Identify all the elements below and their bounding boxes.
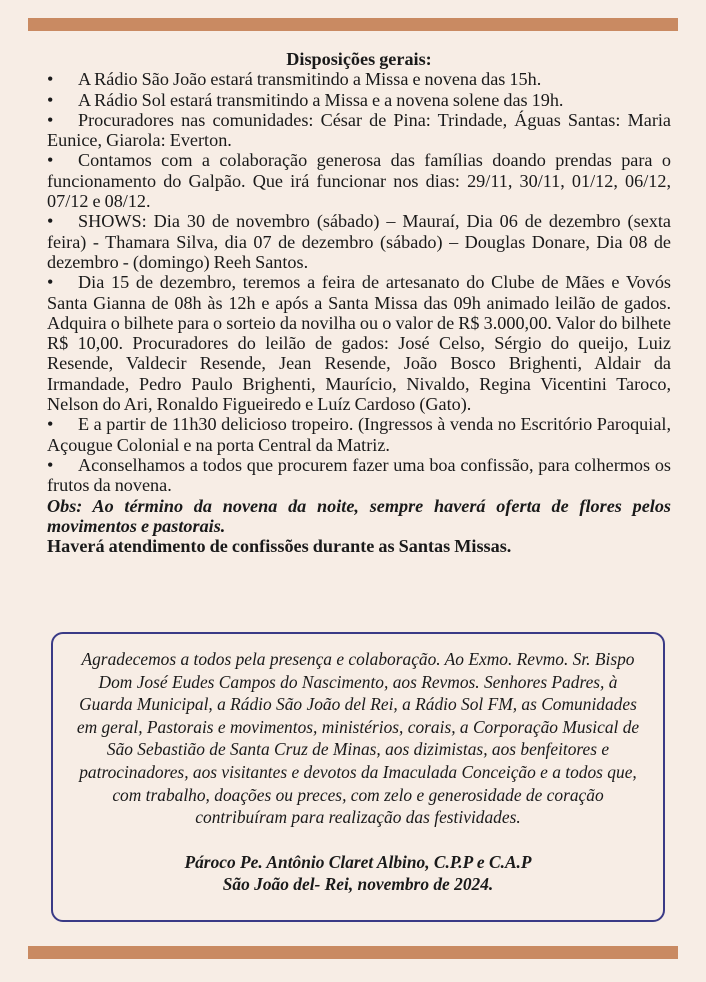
list-item-text: E a partir de 11h30 delicioso tropeiro. (Ingressos à venda no Escritório Paroquial, Açougue Colonial e na porta Central da Matriz. — [47, 414, 671, 455]
list-item — [47, 110, 671, 151]
bullet-icon: • — [47, 454, 54, 475]
top-decorative-bar — [28, 18, 678, 31]
bullet-icon: • — [47, 69, 54, 90]
list-item-text: Dia 15 de dezembro, teremos a feira de artesanato do Clube de Mães e Vovós Santa Gianna de 08h às 12h e após a Santa Missa das 09h animado leilão de gados. Adquira o bilhete para o sorteio da novilha ou o valor de R$ 3.000,00. Valor do bilhete R$ 10,00. Procuradores do leilão de gados: José Celso, Sérgio do queijo, Luiz Resende, Valdecir Resende, Jean Resende, João Bosco Brighenti, Aldair da Irmandade, Pedro Paulo Brighenti, Maurício, Nivaldo, Regina Vicentini Taroco, Nelson do Ari, Ronaldo Figueiredo e Luíz Cardoso (Gato). — [47, 272, 671, 415]
section-heading: Disposições gerais: — [286, 49, 432, 69]
list-item — [47, 414, 671, 455]
bottom-decorative-bar — [28, 946, 678, 959]
general-provisions-section — [47, 49, 671, 556]
thanks-text: Agradecemos a todos pela presença e colaboração. Ao Exmo. Revmo. Sr. Bispo Dom José Eudes Campos do Nascimento, aos Revmos. Senhores Padres, à Guarda Municipal, a Rádio São João del Rei, a Rádio Sol FM, as Comunidades em geral, Pastorais e movimentos, ministérios, corais, a Corporação Musical de São Sebastião de Santa Cruz de Minas, aos dizimistas, aos benfeitores e patrocinadores, aos visitantes e devotos da Imaculada Conceição e a todos que, com trabalho, doações ou preces, com zelo e generosidade de coração contribuíram para realização das festividades. — [76, 649, 640, 828]
list-item-text: Aconselhamos a todos que procurem fazer uma boa confissão, para colhermos os frutos da novena. — [47, 454, 671, 496]
signature-block — [71, 851, 645, 896]
bullet-icon: • — [47, 272, 54, 293]
thanks-box — [51, 632, 665, 922]
list-item — [47, 272, 671, 414]
signature-place-date: São João del- Rei, novembro de 2024. — [222, 874, 494, 895]
list-item — [47, 69, 671, 89]
obs-note: Obs: Ao término da novena da noite, sempre haverá oferta de flores pelos movimentos e pastorais. — [47, 495, 671, 536]
list-item — [47, 90, 671, 110]
signature-name: Pároco Pe. Antônio Claret Albino, C.P.P e C.A.P — [184, 851, 532, 872]
list-item-text: A Rádio São João estará transmitindo a Missa e novena das 15h. — [78, 69, 542, 90]
list-item-text: A Rádio Sol estará transmitindo a Missa e a novena solene das 19h. — [78, 89, 564, 110]
list-item-text: Procuradores nas comunidades: César de Pina: Trindade, Águas Santas: Maria Eunice, Giarola: Everton. — [47, 109, 671, 151]
list-item — [47, 150, 671, 211]
bullet-icon: • — [47, 211, 54, 232]
list-item-text: Contamos com a colaboração generosa das famílias doando prendas para o funcionamento do Galpão. Que irá funcionar nos dias: 29/11, 30/11, 01/12, 06/12, 07/12 e 08/12. — [47, 150, 671, 212]
bullet-icon: • — [47, 109, 54, 130]
bullet-icon: • — [47, 150, 54, 171]
list-item — [47, 455, 671, 496]
bullet-icon: • — [47, 414, 54, 435]
confession-notice: Haverá atendimento de confissões durante as Santas Missas. — [47, 536, 512, 557]
list-item-text: SHOWS: Dia 30 de novembro (sábado) – Mauraí, Dia 06 de dezembro (sexta feira) - Thamara Silva, dia 07 de dezembro (sábado) – Douglas Donare, Dia 08 de dezembro - (domingo) Reeh Santos. — [47, 211, 671, 272]
bullet-icon: • — [47, 89, 54, 110]
list-item — [47, 211, 671, 272]
